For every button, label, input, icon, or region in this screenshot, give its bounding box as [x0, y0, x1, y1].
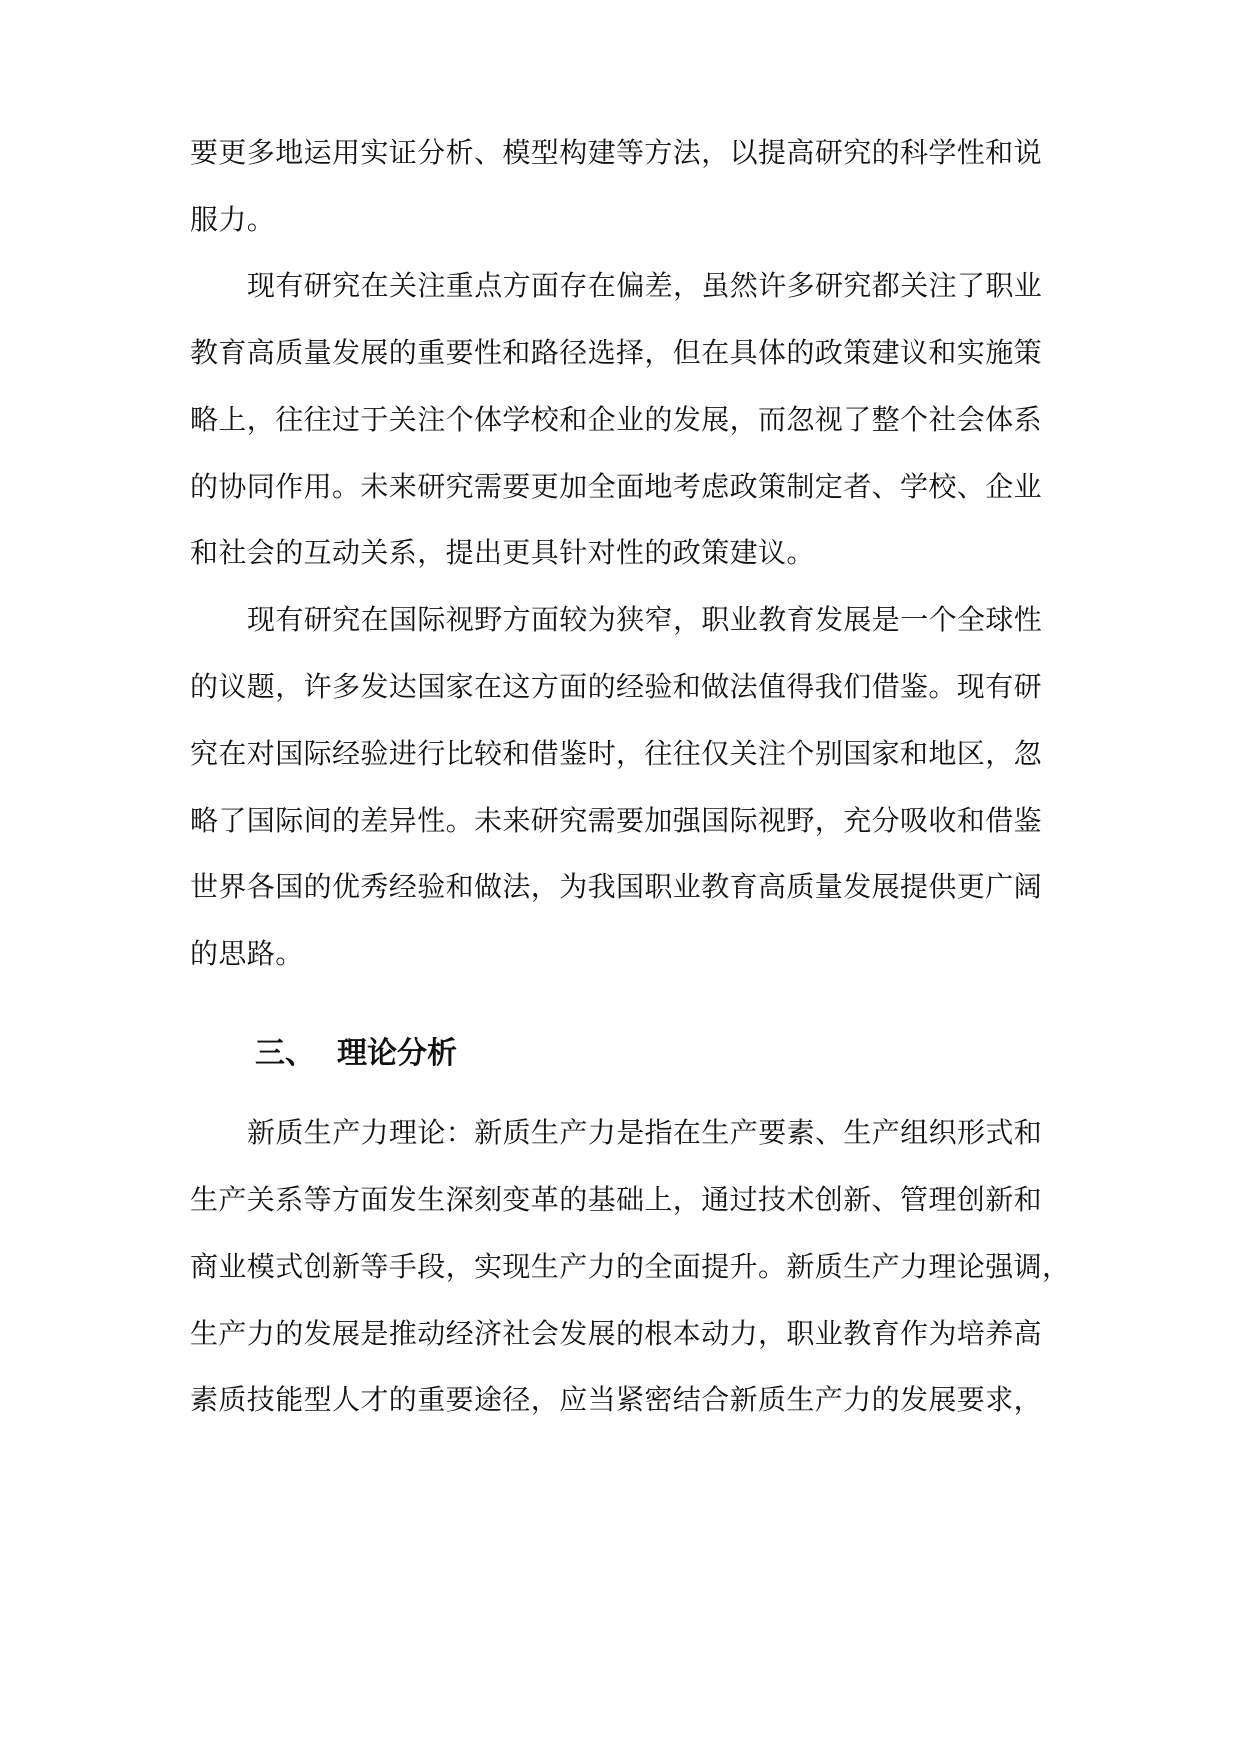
paragraph-1-line-1: 要更多地运用实证分析、模型构建等方法，以提高研究的科学性和说 [190, 136, 1043, 169]
paragraph-3-line-1: 现有研究在国际视野方面较为狭窄，职业教育发展是一个全球性 [247, 603, 1043, 636]
section-heading [255, 1034, 457, 1074]
section-heading-number: 三、 [255, 1036, 315, 1071]
paragraph-4-line-4: 生产力的发展是推动经济社会发展的根本动力，职业教育作为培养高 [190, 1317, 1043, 1350]
paragraph-3-line-2: 的议题，许多发达国家在这方面的经验和做法值得我们借鉴。现有研 [190, 670, 1043, 703]
paragraph-2-line-1: 现有研究在关注重点方面存在偏差，虽然许多研究都关注了职业 [247, 269, 1043, 302]
paragraph-2-line-2: 教育高质量发展的重要性和路径选择，但在具体的政策建议和实施策 [190, 336, 1043, 369]
paragraph-4-line-3: 商业模式创新等手段，实现生产力的全面提升。新质生产力理论强调， [190, 1250, 1071, 1283]
paragraph-2-line-5: 和社会的互动关系，提出更具针对性的政策建议。 [190, 536, 815, 569]
paragraph-3-line-4: 略了国际间的差异性。未来研究需要加强国际视野，充分吸收和借鉴 [190, 804, 1043, 837]
paragraph-3-line-6: 的思路。 [190, 937, 304, 970]
paragraph-3-line-5: 世界各国的优秀经验和做法，为我国职业教育高质量发展提供更广阔 [190, 870, 1043, 903]
paragraph-2-line-4: 的协同作用。未来研究需要更加全面地考虑政策制定者、学校、企业 [190, 470, 1043, 503]
paragraph-4-line-2: 生产关系等方面发生深刻变革的基础上，通过技术创新、管理创新和 [190, 1183, 1043, 1216]
paragraph-1-line-2: 服力。 [190, 203, 276, 236]
paragraph-3-line-3: 究在对国际经验进行比较和借鉴时，往往仅关注个别国家和地区，忽 [190, 737, 1043, 770]
paragraph-4-line-1: 新质生产力理论：新质生产力是指在生产要素、生产组织形式和 [247, 1116, 1043, 1149]
paragraph-2-line-3: 略上，往往过于关注个体学校和企业的发展，而忽视了整个社会体系 [190, 403, 1043, 436]
paragraph-4-line-5: 素质技能型人才的重要途径，应当紧密结合新质生产力的发展要求， [190, 1383, 1043, 1416]
section-heading-title: 理论分析 [337, 1036, 457, 1071]
